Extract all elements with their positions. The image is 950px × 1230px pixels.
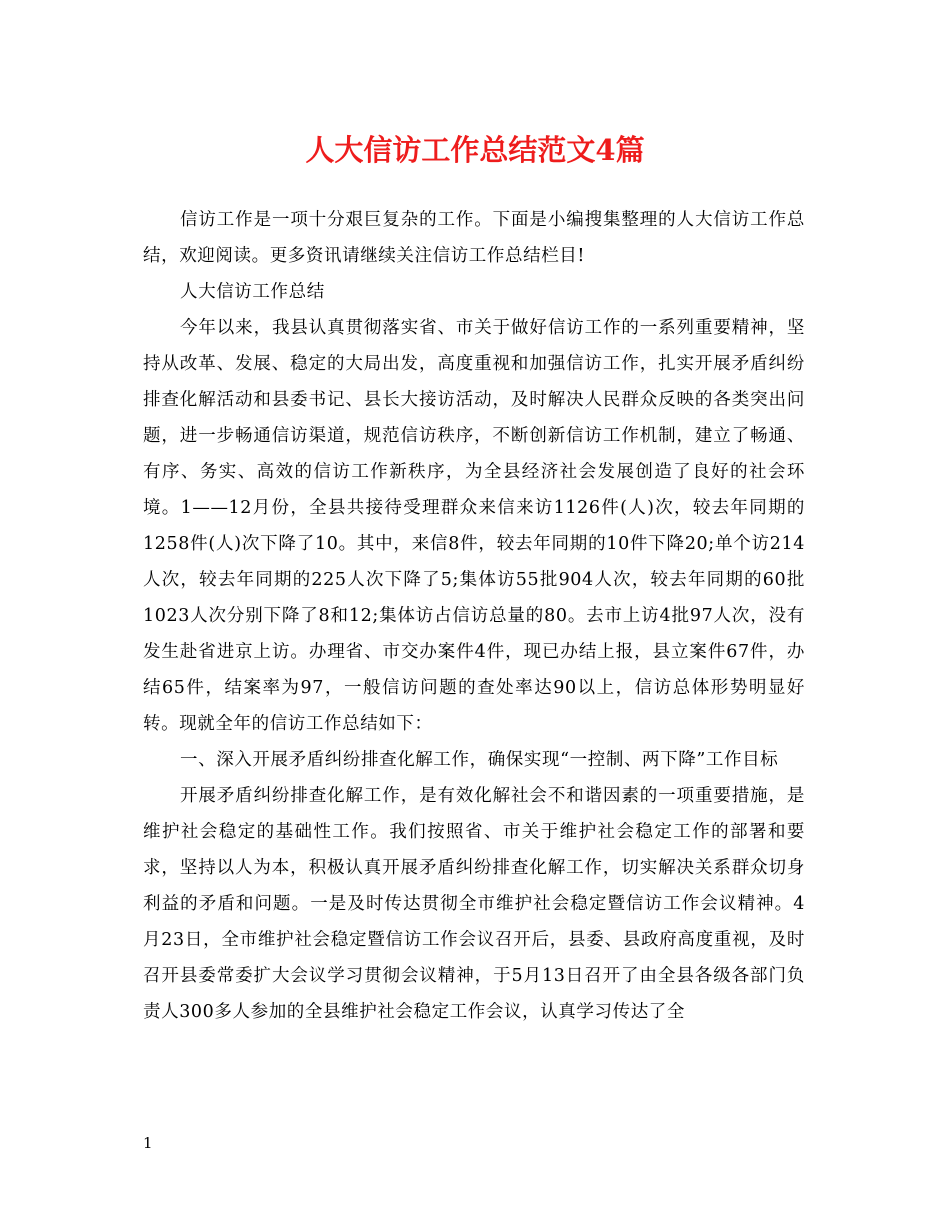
body-paragraph: 开展矛盾纠纷排查化解工作，是有效化解社会不和谐因素的一项重要措施，是维护社会稳定的基础性工作。我们按照省、市关于维护社会稳定工作的部署和要求，坚持以人为本，积极认真开展矛盾纠纷排查化解工作，切实解决关系群众切身利益的矛盾和问题。一是及时传达贯彻全市维护社会稳定暨信访工作会议精神。4月23日，全市维护社会稳定暨信访工作会议召开后，县委、县政府高度重视，及时召开县委常委扩大会议学习贯彻会议精神，于5月13日召开了由全县各级各部门负责人300多人参加的全县维护社会稳定工作会议，认真学习传达了全 — [143, 786, 805, 1022]
body-paragraph: 今年以来，我县认真贯彻落实省、市关于做好信访工作的一系列重要精神，坚持从改革、发展、稳定的大局出发，高度重视和加强信访工作，扎实开展矛盾纠纷排查化解活动和县委书记、县长大接访活动，及时解决人民群众反映的各类突出问题，进一步畅通信访渠道，规范信访秩序，不断创新信访工作机制，建立了畅通、有序、务实、高效的信访工作新秩序，为全县经济社会发展创造了良好的社会环境。1——12月份，全县共接待受理群众来信来访1126件(人)次，较去年同期的1258件(人)次下降了10。其中，来信8件，较去年同期的10件下降20;单个访214人次，较去年同期的225人次下降了5;集体访55批904人次，较去年同期的60批1023人次分别下降了8和12;集体访占信访总量的80。去市上访4批97人次，没有发生赴省进京上访。办理省、市交办案件4件，现已办结上报，县立案件67件，办结65件，结案率为97，一般信访问题的查处率达90以上，信访总体形势明显好转。现就全年的信访工作总结如下： — [143, 318, 805, 734]
document-title: 人大信访工作总结范文4篇 — [305, 133, 645, 167]
document-body — [143, 202, 805, 1030]
intro-paragraph: 信访工作是一项十分艰巨复杂的工作。下面是小编搜集整理的人大信访工作总结，欢迎阅读。更多资讯请继续关注信访工作总结栏目! — [143, 210, 805, 266]
page-number: 1 — [143, 1134, 153, 1152]
section-heading: 人大信访工作总结 — [180, 282, 325, 302]
subsection-heading: 一、深入开展矛盾纠纷排查化解工作，确保实现“一控制、两下降”工作目标 — [180, 750, 779, 770]
